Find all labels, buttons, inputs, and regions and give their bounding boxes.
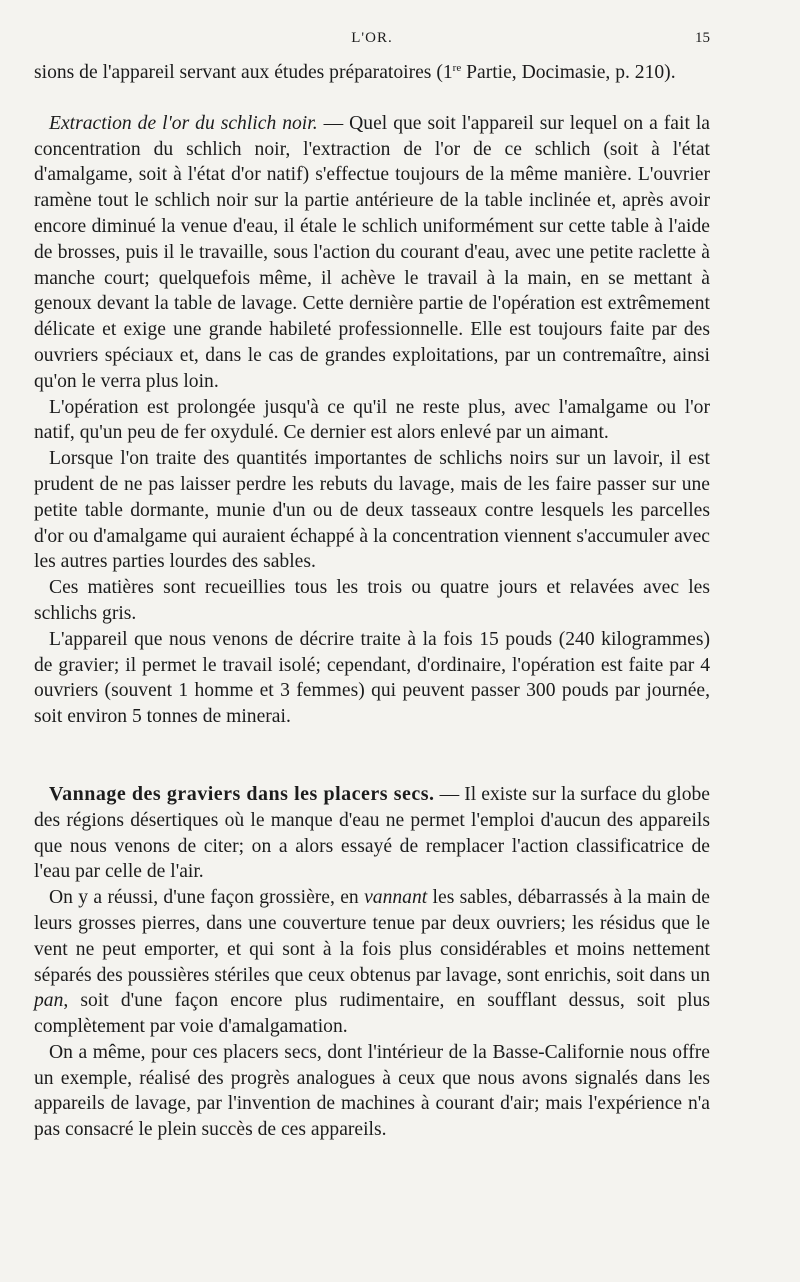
paragraph-vannage <box>34 782 710 885</box>
p8-text-a: On y a réussi, d'une façon grossière, en <box>49 887 365 909</box>
p1-text-a: sions de l'appareil servant aux études préparatoires (1 <box>34 62 453 83</box>
p8-emphasis-vannant: vannant <box>364 887 428 909</box>
paragraph-8 <box>34 885 710 1040</box>
section-heading-vannage: Vannage des graviers dans les placers secs. <box>49 782 435 805</box>
p8-text-c: , soit d'une façon encore plus rudimentaire, en soufflant dessus, soit plus complètement par voie d'amalgamation. <box>34 990 710 1038</box>
p8-emphasis-pan: pan <box>34 990 64 1012</box>
page-number: 15 <box>695 30 710 46</box>
body-text <box>34 60 710 1143</box>
section-heading-extraction: Extraction de l'or du schlich noir. <box>49 112 318 134</box>
p7-text: — Il existe sur la surface du globe des régions désertiques où le manque d'eau ne permet l'emploi d'aucun des appareils que nous venons de citer; on a alors essayé de remplacer l'action classificatrice de l'eau par celle de l'air. <box>34 783 710 883</box>
paragraph-5: Ces matières sont recueillies tous les trois ou quatre jours et relavées avec les schlichs gris. <box>34 577 710 624</box>
paragraph-continuation <box>34 60 710 86</box>
p1-superscript: re <box>452 62 462 74</box>
running-title: L'OR. <box>351 30 393 46</box>
paragraph-4: Lorsque l'on traite des quantités importantes de schlichs noirs sur un lavoir, il est prudent de ne pas laisser perdre les rebuts du lavage, mais de les faire passer sur une petite table dormante, munie d'un ou de deux tasseaux contre lesquels les parcelles d'or ou d'amalgame qui auraient échappé à la concentration viennent s'accumuler avec les autres parties lourdes des sables. <box>34 448 710 573</box>
paragraph-6: L'appareil que nous venons de décrire traite à la fois 15 pouds (240 kilogrammes) de gravier; il permet le travail isolé; cependant, d'ordinaire, l'opération est faite par 4 ouvriers (souvent 1 homme et 3 femmes) qui peuvent passer 300 pouds par journée, soit environ 5 tonnes de minerai. <box>34 628 710 728</box>
p1-text-b: Partie, Docimasie, p. 210). <box>461 62 676 83</box>
paragraph-extraction <box>34 111 710 395</box>
running-header <box>34 30 710 54</box>
p8-text-b: les sables, débarrassés à la main de leurs grosses pierres, dans une couverture tenue par deux ouvriers; les résidus que le vent ne peut emporter, et qui sont à la fois plus considérables et moins nettement séparés des poussières stériles que ceux obtenus par lavage, sont enrichis, soit dans un <box>34 887 710 986</box>
p2-text: — Quel que soit l'appareil sur lequel on a fait la concentration du schlich noir, l'extraction de l'or de ce schlich (soit à l'état d'amalgame, soit à l'état d'or natif) s'effectue toujours de la même manière. L'ouvrier ramène tout le schlich noir sur la partie antérieure de la table inclinée et, après avoir encore diminué la venue d'eau, il étale le schlich uniformément sur cette table à l'aide de brosses, puis il le travaille, sous l'action du courant d'eau, avec une petite raclette à manche court; quelquefois même, il achève le travail à la main, en se mettant à genoux devant la table de lavage. Cette dernière partie de l'opération est extrêmement délicate et exige une grande habileté professionnelle. Elle est toujours faite par des ouvriers spéciaux et, dans le cas de grandes exploitations, par un contremaître, ainsi qu'on le verra plus loin. <box>34 112 710 392</box>
paragraph-9: On a même, pour ces placers secs, dont l'intérieur de la Basse-Californie nous offre un exemple, réalisé des progrès analogues à ceux que nous avons signalés dans les appareils de lavage, par l'invention de machines à courant d'air; mais l'expérience n'a pas consacré le plein succès de ces appareils. <box>34 1041 710 1141</box>
paragraph-3: L'opération est prolongée jusqu'à ce qu'il ne reste plus, avec l'amalgame ou l'or natif, qu'un peu de fer oxydulé. Ce dernier est alors enlevé par un aimant. <box>34 396 710 444</box>
